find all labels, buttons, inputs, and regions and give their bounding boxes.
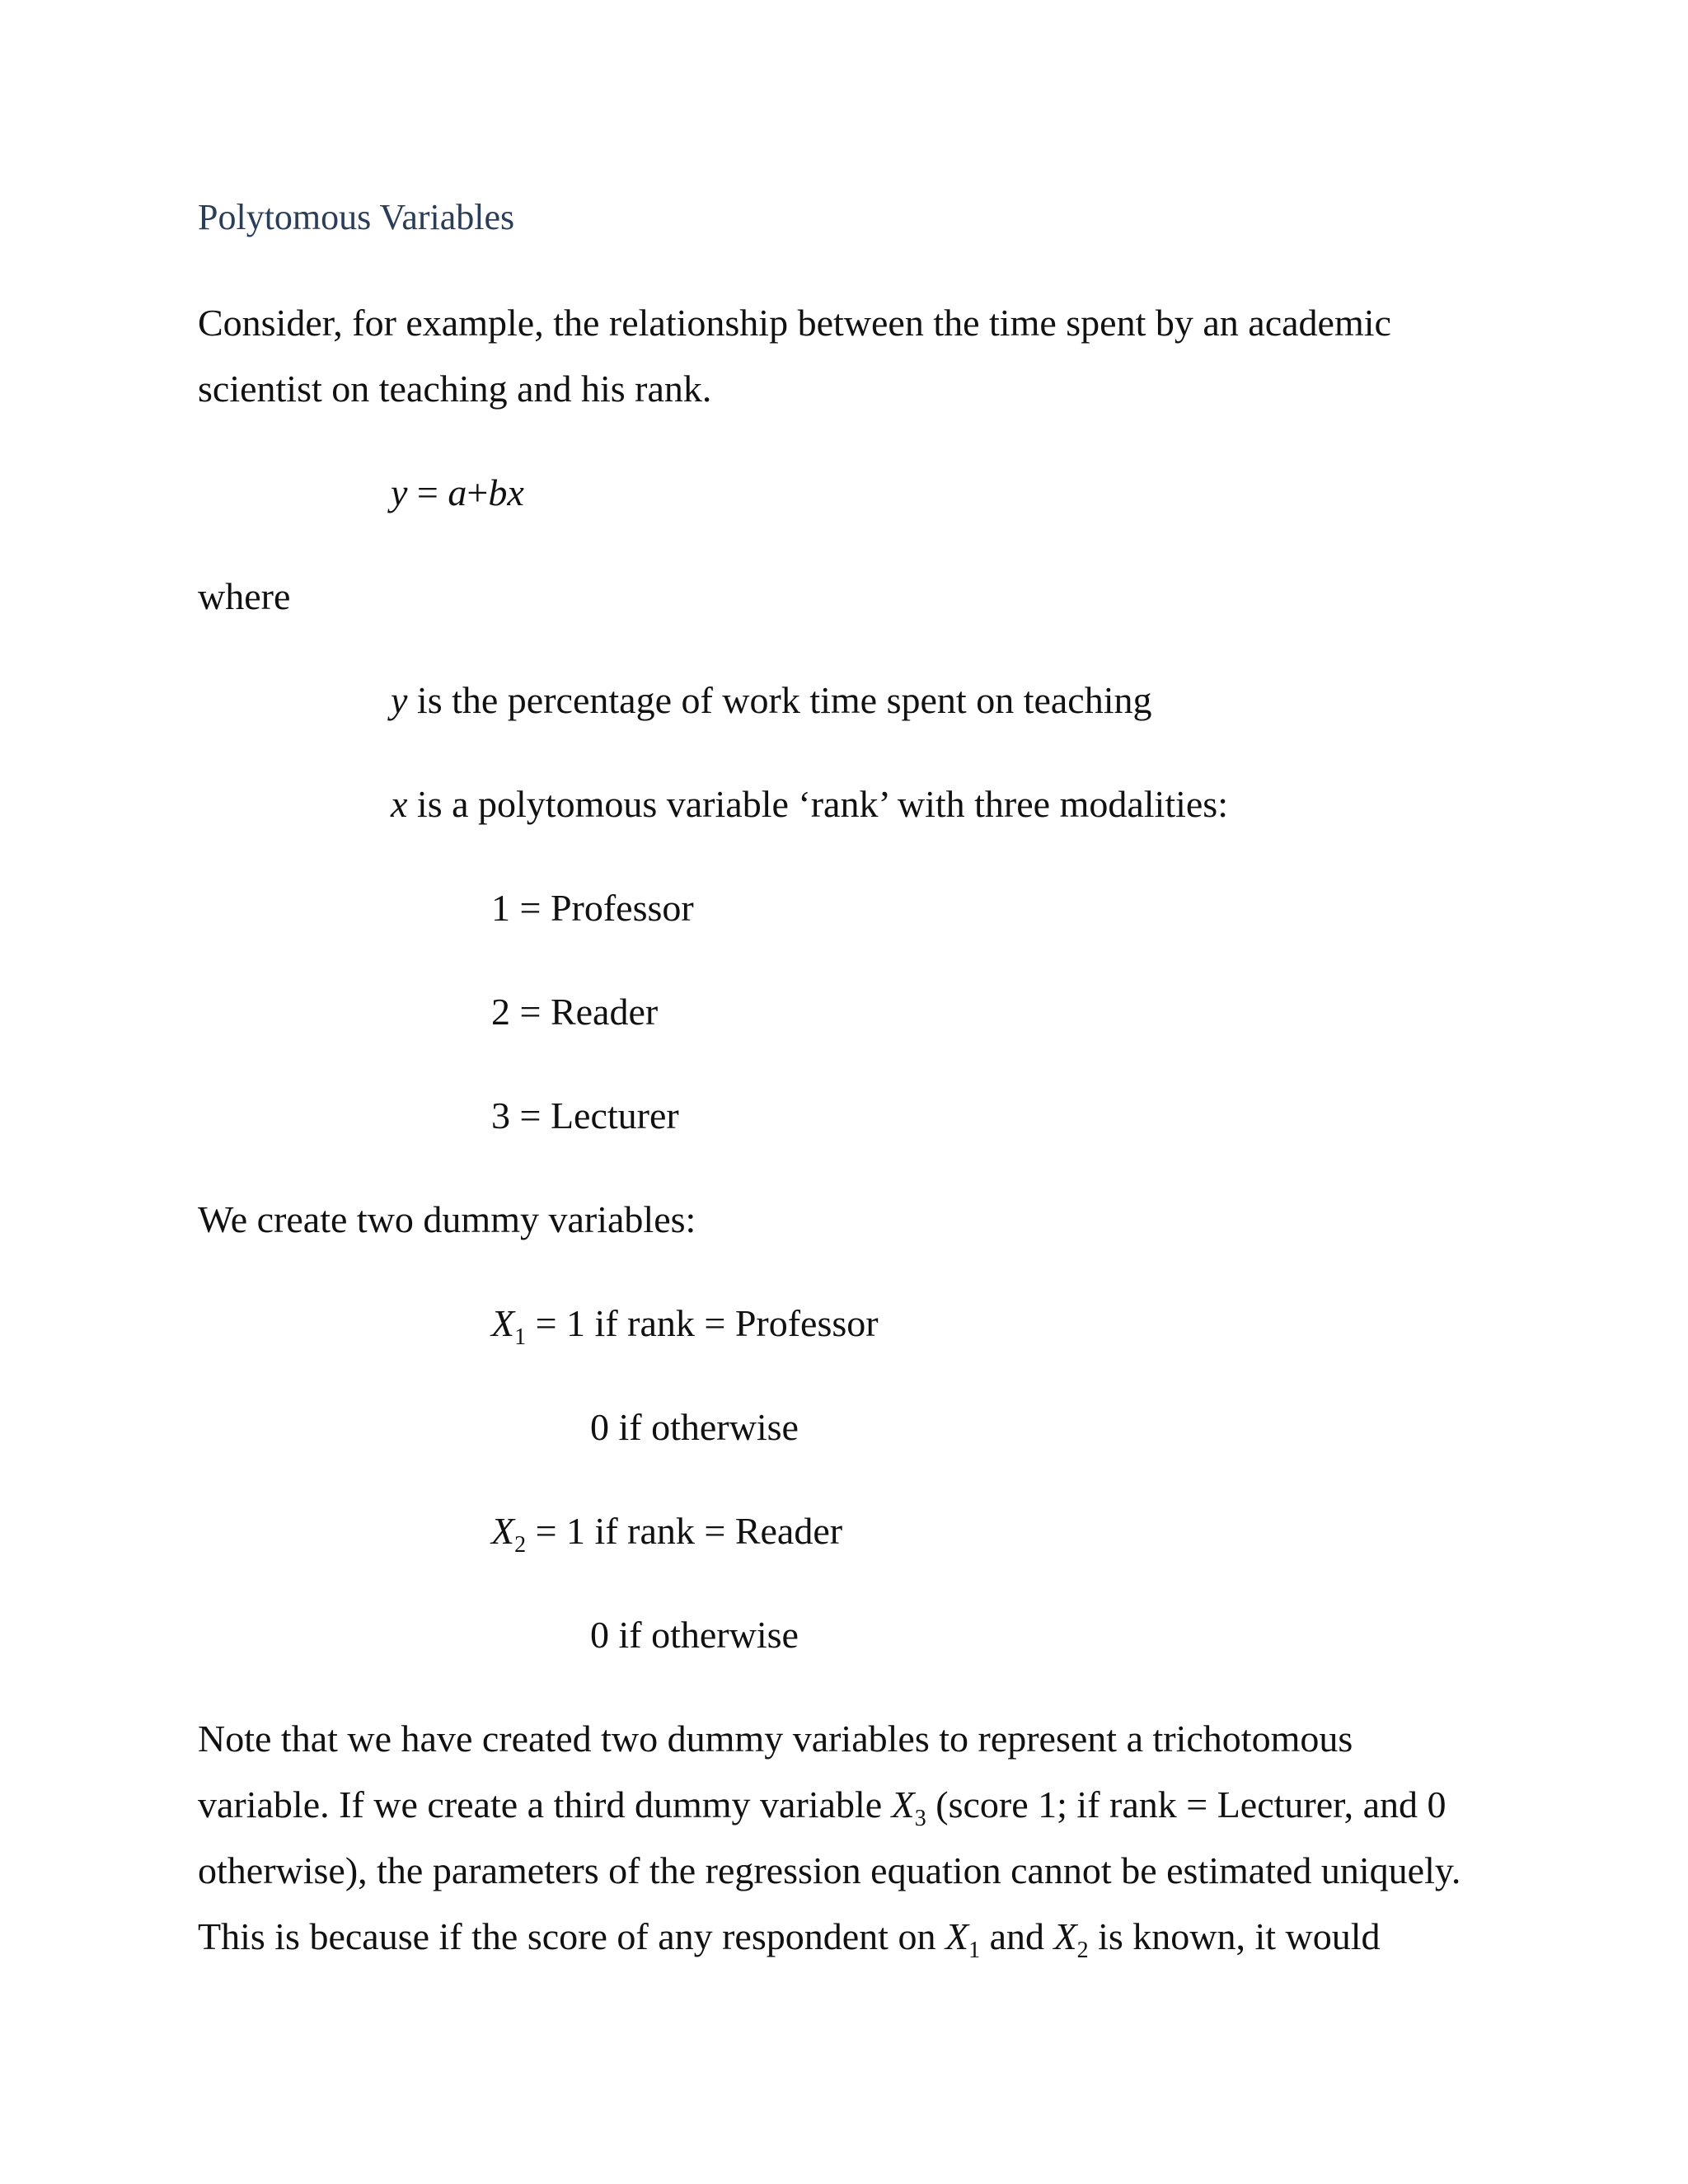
note-l2-sub: 3 xyxy=(914,1806,926,1831)
note-l4-b: is known, it would xyxy=(1088,1915,1381,1957)
note-l2-b: (score 1; if rank = Lecturer, and 0 xyxy=(926,1783,1447,1825)
note-l4-and: and xyxy=(980,1915,1054,1957)
x1-sub: 1 xyxy=(514,1324,527,1350)
note-l4-a: This is because if the score of any respondent on xyxy=(198,1915,945,1957)
x2-text: = 1 if rank = Reader xyxy=(526,1510,843,1552)
note-line-2 xyxy=(198,1782,1447,1831)
intro-line-2: scientist on teaching and his rank. xyxy=(198,368,712,410)
x1-var: X xyxy=(491,1302,515,1344)
modality-2: 2 = Reader xyxy=(491,991,659,1033)
regression-equation xyxy=(391,470,524,516)
modality-3: 3 = Lecturer xyxy=(491,1094,679,1137)
x2-sub: 2 xyxy=(514,1532,527,1558)
dummy-intro: We create two dummy variables: xyxy=(198,1198,696,1240)
dummy-x1 xyxy=(491,1301,879,1350)
dummy-x2-otherwise: 0 if otherwise xyxy=(590,1614,799,1656)
eq-y: y xyxy=(391,471,408,513)
note-line-1: Note that we have created two dummy variables to represent a trichotomous xyxy=(198,1718,1353,1760)
note-line-4 xyxy=(198,1914,1381,1963)
x1-text: = 1 if rank = Professor xyxy=(526,1302,879,1344)
eq-bx: bx xyxy=(488,471,524,513)
def-y xyxy=(391,677,1152,724)
note-l4-v2: X xyxy=(1053,1915,1077,1957)
note-l4-s1: 1 xyxy=(968,1938,981,1963)
note-line-3: otherwise), the parameters of the regression equation cannot be estimated uniquely. xyxy=(198,1849,1461,1891)
def-y-var: y xyxy=(391,679,408,721)
intro-line-1: Consider, for example, the relationship between the time spent by an academic xyxy=(198,302,1391,344)
note-l2-a: variable. If we create a third dummy variable xyxy=(198,1783,892,1825)
def-x-text: is a polytomous variable ‘rank’ with three modalities: xyxy=(407,783,1228,825)
note-l4-s2: 2 xyxy=(1076,1938,1089,1963)
eq-a: a xyxy=(448,471,467,513)
def-y-text: is the percentage of work time spent on teaching xyxy=(407,679,1152,721)
def-x-var: x xyxy=(391,783,408,825)
eq-plus: + xyxy=(467,471,489,513)
dummy-x1-otherwise: 0 if otherwise xyxy=(590,1406,799,1448)
eq-equals: = xyxy=(407,471,448,513)
where-label: where xyxy=(198,575,291,617)
def-x xyxy=(391,781,1228,827)
x2-var: X xyxy=(491,1510,515,1552)
note-l4-v1: X xyxy=(945,1915,969,1957)
note-l2-var: X xyxy=(891,1783,915,1825)
dummy-x2 xyxy=(491,1508,843,1558)
modality-1: 1 = Professor xyxy=(491,887,694,929)
section-heading: Polytomous Variables xyxy=(198,197,515,237)
